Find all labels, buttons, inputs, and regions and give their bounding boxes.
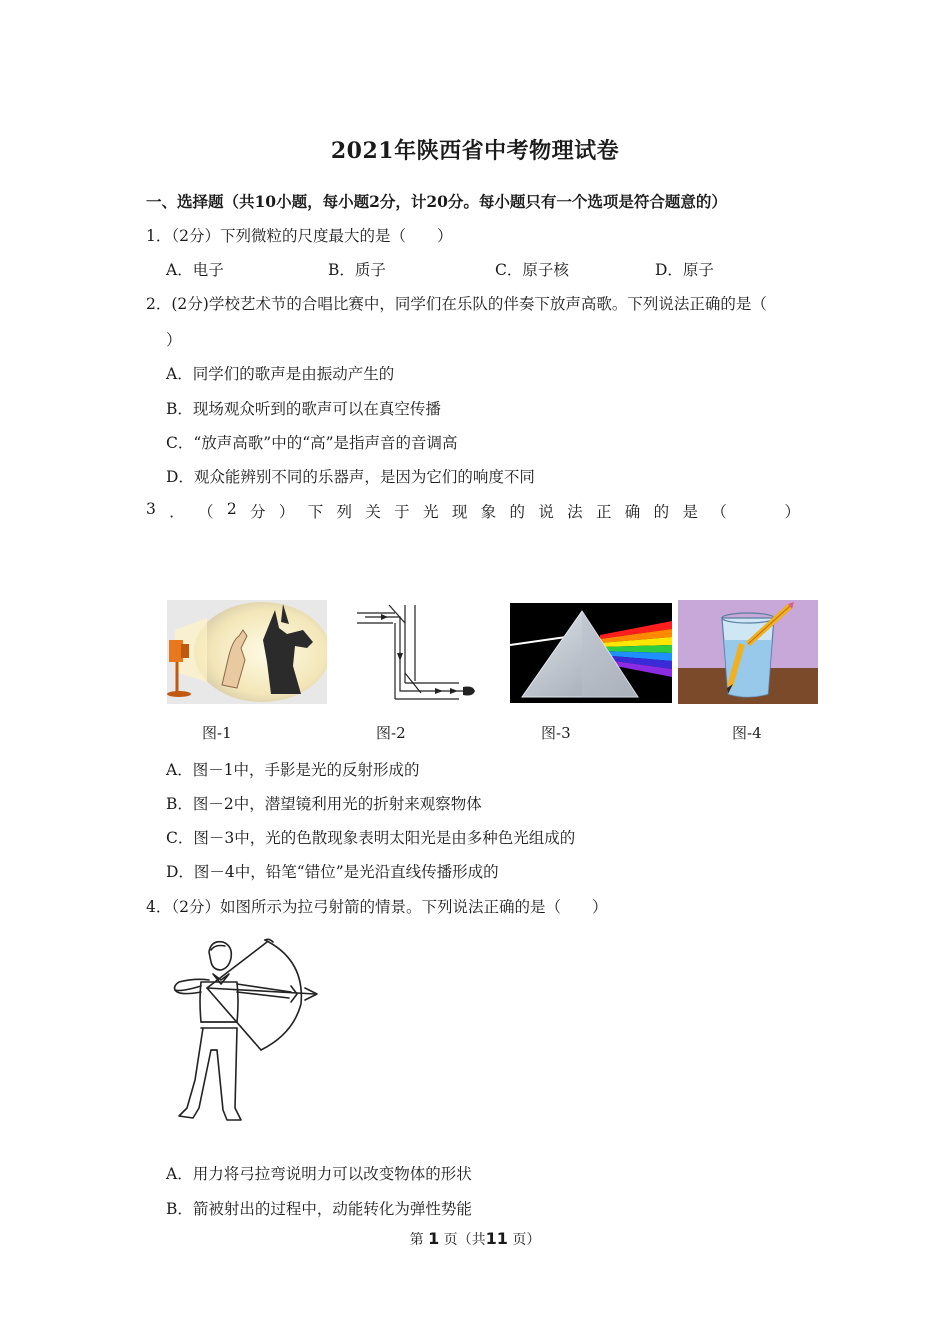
footer-mid: 页（共	[443, 1232, 486, 1248]
footer-post: 页）	[512, 1232, 541, 1248]
q4-option-a: A．用力将弓拉弯说明力可以改变物体的形状	[166, 1165, 472, 1183]
figure-3-caption: 图-3	[541, 724, 571, 742]
question-4-stem: 4．（2分）如图所示为拉弓射箭的情景。下列说法正确的是（ ）	[146, 898, 608, 916]
q3-option-c: C．图－3中，光的色散现象表明太阳光是由多种色光组成的	[166, 829, 576, 847]
question-2-stem: 2．(2分)学校艺术节的合唱比赛中，同学们在乐队的伴奏下放声高歌。下列说法正确的是（	[146, 295, 767, 313]
q1-option-b: B．质子	[328, 261, 386, 279]
page-title: 2021年陕西省中考物理试卷	[330, 138, 620, 164]
page-footer	[0, 1229, 950, 1249]
q1-option-d: D．原子	[655, 261, 714, 279]
q4-option-b: B．箭被射出的过程中，动能转化为弹性势能	[166, 1200, 472, 1218]
q1-option-a: A．电子	[166, 261, 224, 279]
figure-3-prism	[510, 603, 672, 703]
figure-1-caption: 图-1	[202, 724, 232, 742]
question-1-stem: 1．（2分）下列微粒的尺度最大的是（ ）	[146, 227, 453, 245]
figure-4-caption: 图-4	[732, 724, 762, 742]
figure-1-hand-shadow	[167, 600, 327, 704]
q3-option-d: D．图－4中，铅笔“错位”是光沿直线传播形成的	[166, 863, 499, 881]
footer-total-pages: 11	[485, 1229, 508, 1248]
q2-option-c: C．“放声高歌”中的“高”是指声音的音调高	[166, 434, 458, 452]
figure-archer	[165, 930, 325, 1126]
figure-4-pencil-in-water	[678, 600, 818, 704]
q2-option-b: B．现场观众听到的歌声可以在真空传播	[166, 400, 441, 418]
section-heading: 一、选择题（共10小题，每小题2分，计20分。每小题只有一个选项是符合题意的）	[146, 192, 727, 211]
footer-pre: 第	[409, 1232, 424, 1248]
q1-option-c: C．原子核	[495, 261, 569, 279]
q2-option-a: A．同学们的歌声是由振动产生的	[166, 365, 395, 383]
q2-option-d: D．观众能辨别不同的乐器声，是因为它们的响度不同	[166, 468, 535, 486]
question-2-stem-cont: ）	[166, 331, 182, 349]
footer-page-number: 1	[428, 1229, 440, 1248]
figure-2-periscope	[355, 603, 480, 703]
figure-2-caption: 图-2	[376, 724, 406, 742]
q3-option-a: A．图－1中，手影是光的反射形成的	[166, 761, 420, 779]
q3-option-b: B．图－2中，潜望镜利用光的折射来观察物体	[166, 795, 482, 813]
question-3-stem: 3 ． （ 2 分 ） 下 列 关 于 光 现 象 的 说 法 正 确 的 是 （ ）	[146, 500, 800, 521]
